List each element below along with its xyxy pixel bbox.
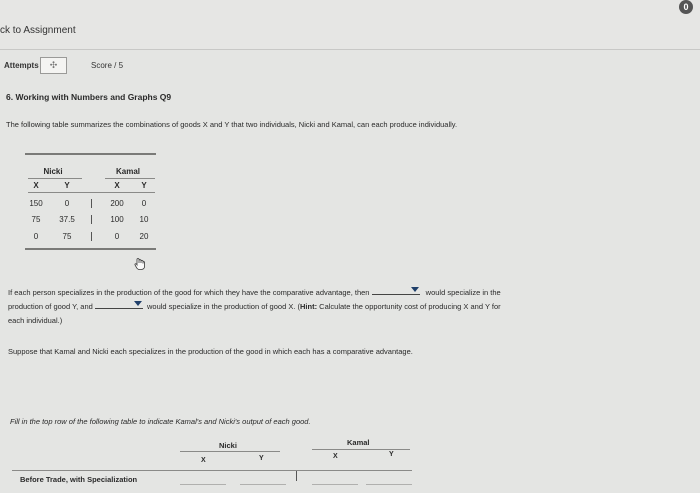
para1-text: would specialize in the — [425, 288, 501, 297]
nicki-x-input[interactable] — [180, 473, 226, 485]
attempts-box[interactable] — [40, 57, 67, 74]
group-divider — [296, 471, 297, 481]
hint-label: Hint: — [300, 302, 318, 311]
trade-col-header-nicki-x: X — [201, 457, 206, 464]
group-header-kamal: Kamal — [115, 167, 140, 176]
info-badge-icon[interactable]: 0 — [679, 0, 693, 14]
trade-table — [0, 436, 700, 493]
group-header-nicki: Nicki — [43, 167, 63, 176]
nicki-y-input[interactable] — [240, 473, 286, 485]
table-cell: 0 — [141, 199, 147, 208]
table-cell: 150 — [29, 199, 43, 208]
para1-text: would specialize in the production of good X. ( — [146, 302, 300, 311]
column-header-rule — [28, 192, 155, 193]
question-intro: The following table summarizes the combinations of goods X and Y that two individuals, Nicki and Kamal, can each produce individually. — [6, 120, 458, 129]
row-separator — [91, 232, 92, 241]
hand-cursor-icon — [133, 257, 147, 271]
col-header-nicki-y: Y — [64, 181, 70, 190]
kamal-y-input[interactable] — [366, 473, 412, 485]
trade-column-rule — [12, 470, 412, 471]
specialization-assumption: Suppose that Kamal and Nicki each specializes in the production of the good in which each has a comparative advantage. — [8, 347, 413, 356]
trade-group-header-nicki: Nicki — [219, 441, 237, 450]
row-separator — [91, 199, 92, 208]
top-bar — [0, 0, 700, 50]
fill-instructions: Fill in the top row of the following table to indicate Kamal's and Nicki's output of each good. — [10, 417, 311, 426]
table-cell: 37.5 — [59, 215, 75, 224]
table-cell: 200 — [110, 199, 124, 208]
col-header-kamal-y: Y — [141, 181, 147, 190]
production-table — [25, 153, 156, 250]
trade-group-header-kamal: Kamal — [347, 438, 370, 447]
col-header-nicki-x: X — [33, 181, 39, 190]
y-specialist-dropdown[interactable] — [372, 286, 420, 295]
spinner-icon: ✣ — [49, 60, 58, 70]
attempts-label: Attempts — [4, 61, 39, 70]
para1-text: If each person specializes in the production of the good for which they have the comparative advantage, then — [8, 288, 370, 297]
para1-text: production of good Y, and — [8, 302, 93, 311]
trade-col-header-kamal-x: X — [333, 453, 338, 460]
trade-kamal-header-rule — [312, 449, 410, 450]
question-title: 6. Working with Numbers and Graphs Q9 — [6, 92, 172, 102]
kamal-header-rule — [105, 178, 155, 179]
back-to-assignment-link[interactable]: ck to Assignment — [0, 25, 76, 36]
table-cell: 0 — [64, 199, 70, 208]
para1-text: each individual.) — [8, 316, 63, 325]
table-cell: 75 — [62, 232, 72, 241]
nicki-header-rule — [28, 178, 82, 179]
chevron-down-icon — [134, 301, 142, 306]
score-display: Score / 5 — [91, 61, 124, 70]
row-separator — [91, 215, 92, 224]
table-cell: 75 — [31, 215, 41, 224]
kamal-x-input[interactable] — [312, 473, 358, 485]
table-cell: 10 — [139, 215, 149, 224]
trade-col-header-nicki-y: Y — [259, 455, 264, 462]
table-cell: 100 — [110, 215, 124, 224]
para1-text: Calculate the opportunity cost of producing X and Y for — [317, 302, 501, 311]
row-label-before-trade: Before Trade, with Specialization — [20, 475, 138, 484]
table-cell: 0 — [114, 232, 120, 241]
col-header-kamal-x: X — [114, 181, 120, 190]
trade-nicki-header-rule — [180, 451, 280, 452]
table-cell: 0 — [33, 232, 39, 241]
trade-col-header-kamal-y: Y — [389, 451, 394, 458]
chevron-down-icon — [411, 287, 419, 292]
table-cell: 20 — [139, 232, 149, 241]
x-specialist-dropdown[interactable] — [95, 300, 143, 309]
